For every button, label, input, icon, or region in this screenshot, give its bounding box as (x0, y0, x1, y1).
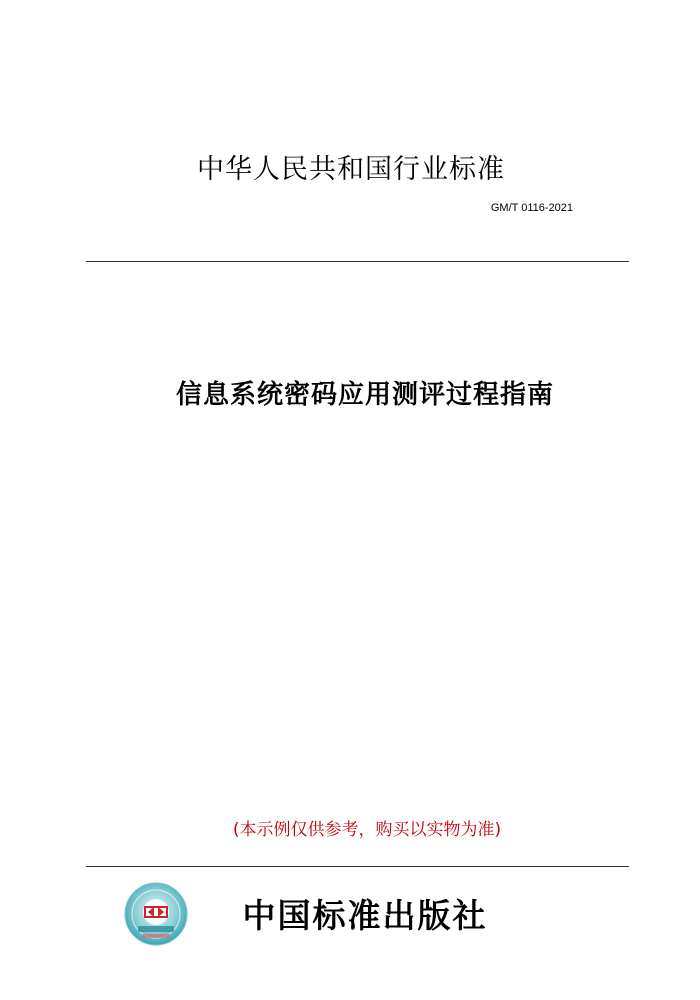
publisher-name: 中国标准出版社 (242, 896, 488, 935)
header-divider (86, 261, 629, 262)
document-title: 信息系统密码应用测评过程指南 (175, 380, 554, 410)
issuing-body-title: 中华人民共和国行业标准 (197, 154, 505, 185)
standard-code: GM/T 0116-2021 (490, 202, 573, 214)
sample-notice: (本示例仅供参考，购买以实物为准) (232, 820, 502, 840)
footer-divider (86, 866, 629, 867)
